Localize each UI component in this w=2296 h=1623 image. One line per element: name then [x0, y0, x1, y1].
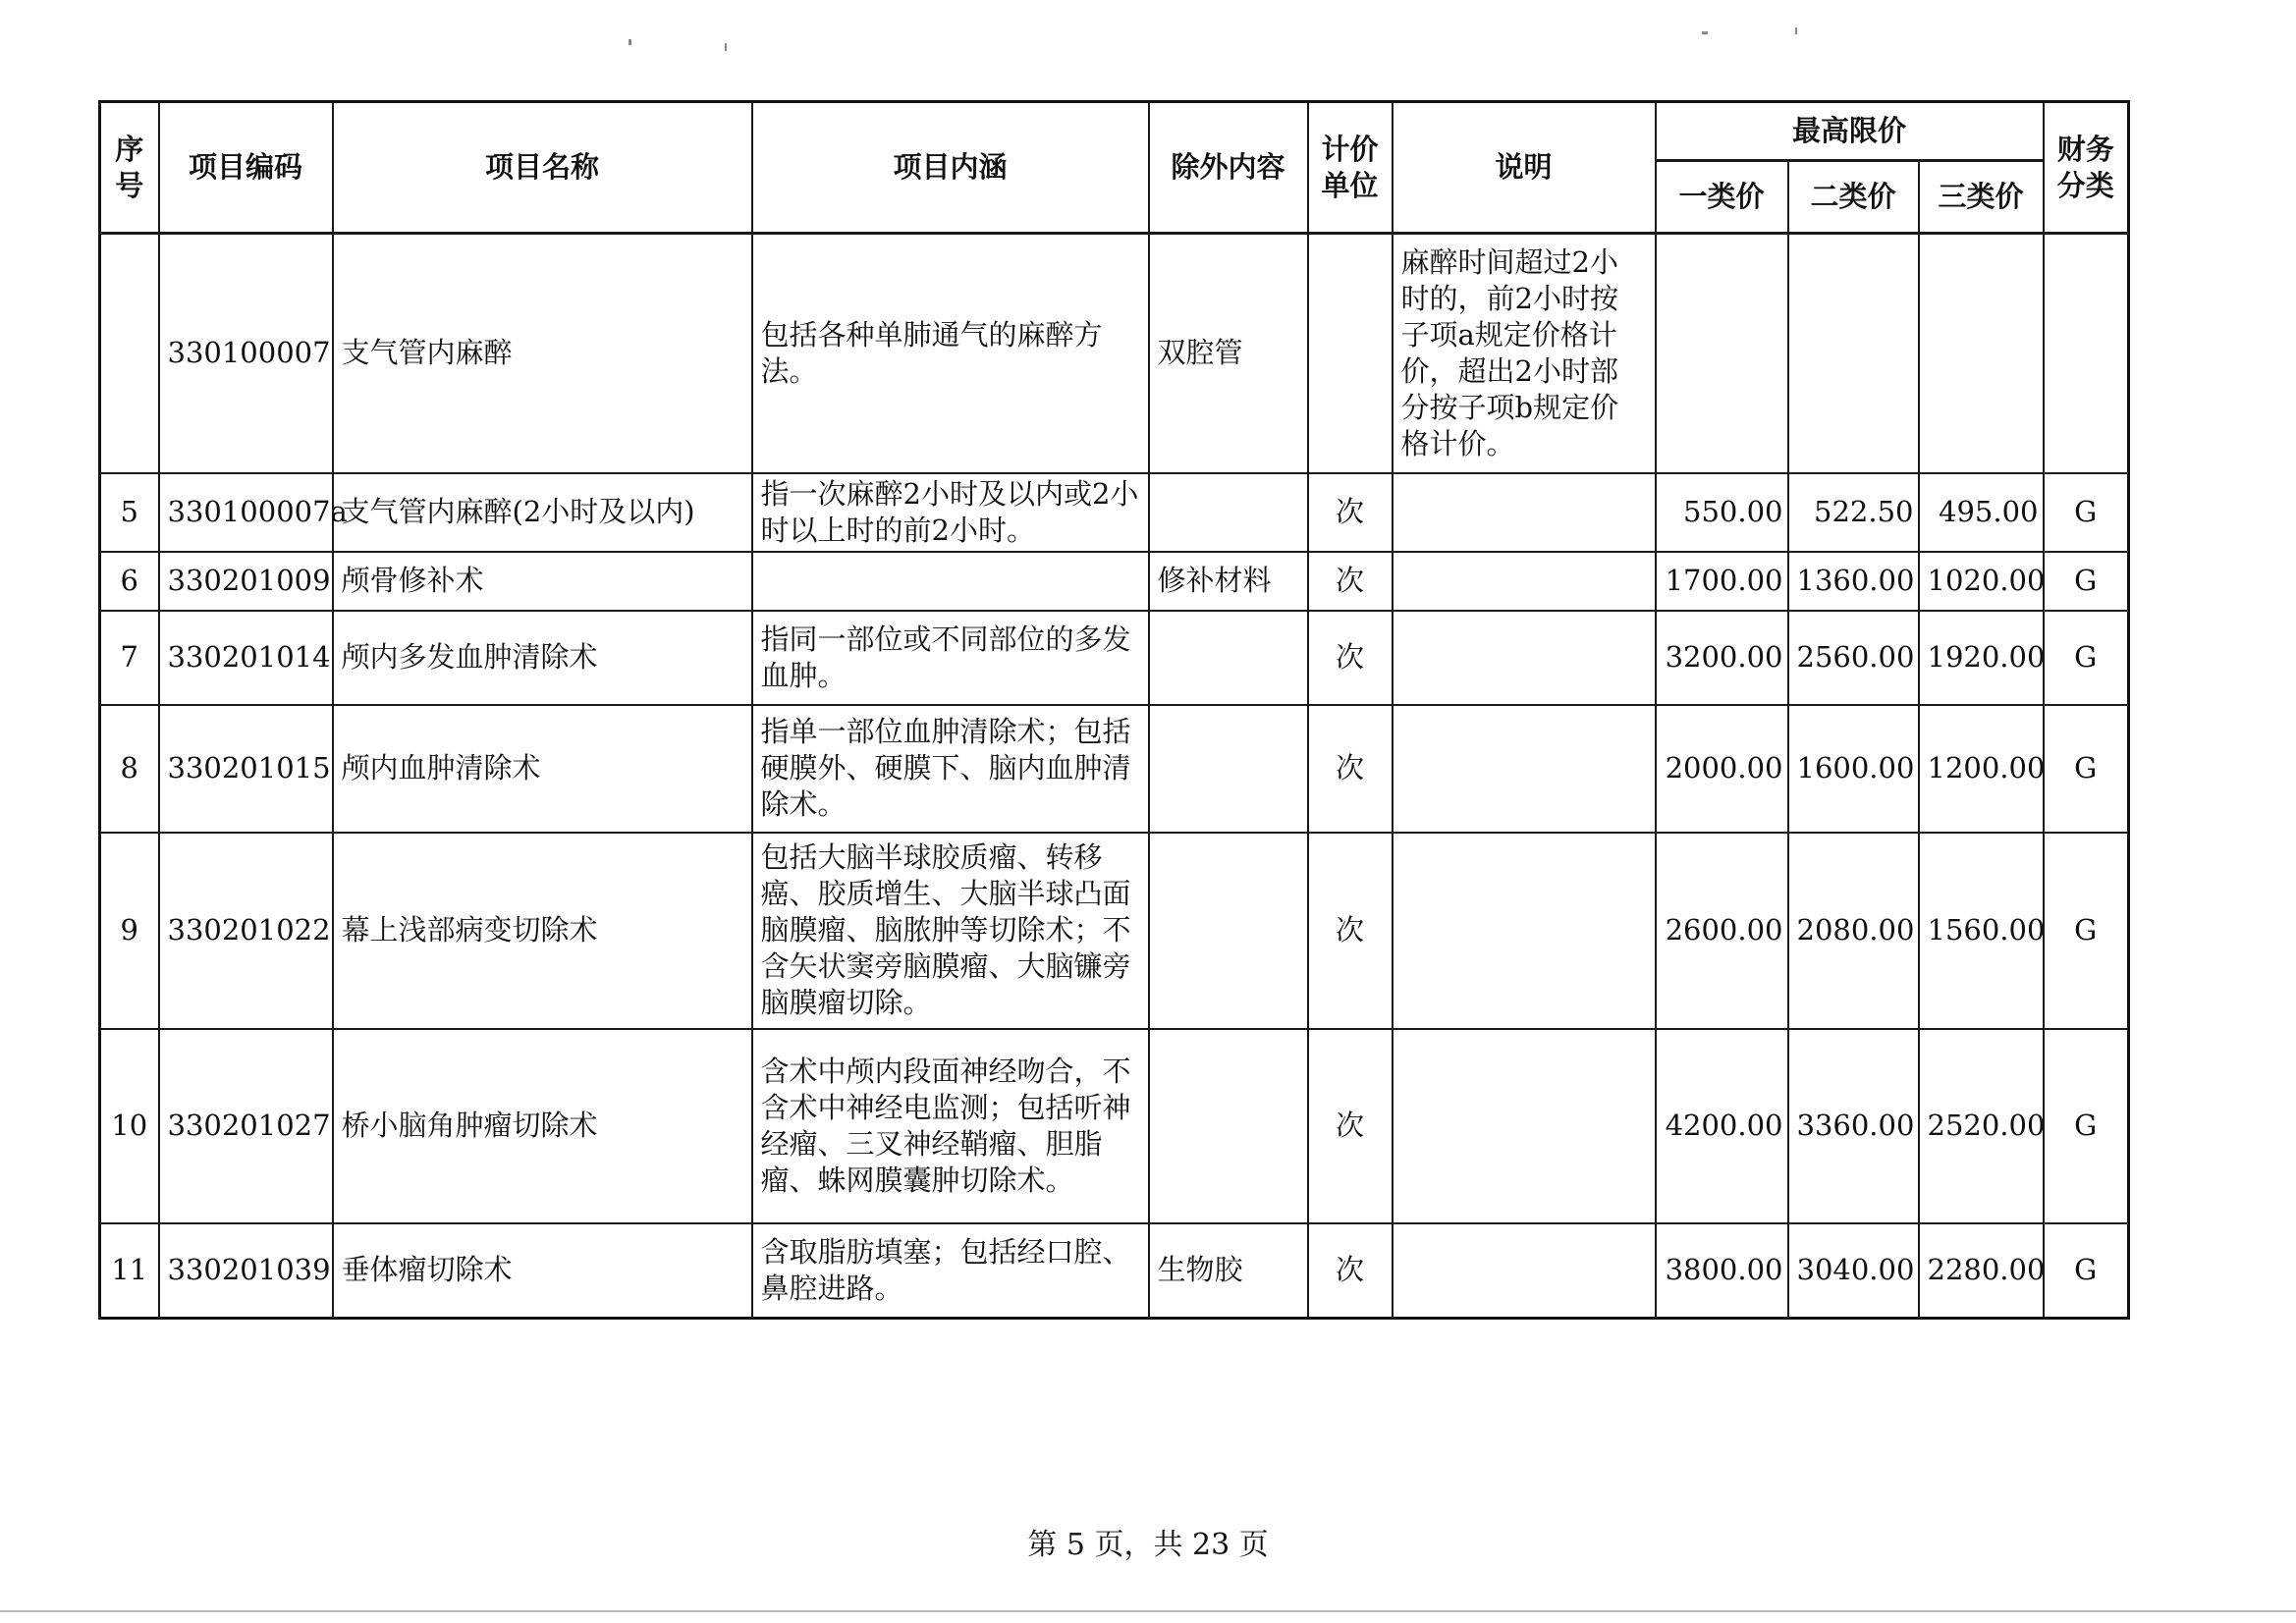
cell-code: 330201014: [159, 611, 333, 705]
cell-content: 包括各种单肺通气的麻醉方法。: [752, 234, 1149, 473]
cell-seq: [100, 234, 159, 473]
cell-unit: 次: [1308, 833, 1393, 1029]
cell-exclusion: [1149, 1029, 1308, 1223]
header-code: 项目编码: [159, 102, 333, 234]
scan-edge-line: [0, 1610, 2296, 1612]
cell-finance: G: [2044, 833, 2129, 1029]
cell-unit: 次: [1308, 705, 1393, 833]
cell-finance: G: [2044, 1029, 2129, 1223]
cell-price3: [1919, 234, 2044, 473]
cell-name: 幕上浅部病变切除术: [333, 833, 752, 1029]
cell-content: 含术中颅内段面神经吻合，不含术中神经电监测；包括听神经瘤、三叉神经鞘瘤、胆脂瘤、蛛网膜囊肿切除术。: [752, 1029, 1149, 1223]
scan-speck: [1702, 31, 1708, 34]
cell-name: 颅内血肿清除术: [333, 705, 752, 833]
header-price2: 二类价: [1788, 161, 1919, 234]
cell-name: 桥小脑角肿瘤切除术: [333, 1029, 752, 1223]
cell-code: 330201039: [159, 1223, 333, 1319]
cell-price1: 4200.00: [1656, 1029, 1788, 1223]
cell-unit: 次: [1308, 1029, 1393, 1223]
cell-content: 指同一部位或不同部位的多发血肿。: [752, 611, 1149, 705]
header-exclusion: 除外内容: [1149, 102, 1308, 234]
cell-unit: 次: [1308, 1223, 1393, 1319]
cell-content: 指单一部位血肿清除术；包括硬膜外、硬膜下、脑内血肿清除术。: [752, 705, 1149, 833]
cell-note: [1393, 705, 1656, 833]
scan-speck: [725, 43, 727, 51]
cell-name: 颅内多发血肿清除术: [333, 611, 752, 705]
cell-price2: 2080.00: [1788, 833, 1919, 1029]
cell-seq: 5: [100, 473, 159, 552]
cell-price2: 3040.00: [1788, 1223, 1919, 1319]
cell-exclusion: [1149, 473, 1308, 552]
table-body: [100, 234, 2129, 1319]
cell-price3: 2280.00: [1919, 1223, 2044, 1319]
cell-unit: 次: [1308, 552, 1393, 611]
cell-finance: G: [2044, 611, 2129, 705]
cell-price1: [1656, 234, 1788, 473]
table-row: [100, 552, 2129, 611]
cell-note: [1393, 1223, 1656, 1319]
header-name: 项目名称: [333, 102, 752, 234]
table-row: [100, 1223, 2129, 1319]
cell-seq: 7: [100, 611, 159, 705]
cell-price3: 1560.00: [1919, 833, 2044, 1029]
cell-price3: 1920.00: [1919, 611, 2044, 705]
cell-content: 指一次麻醉2小时及以内或2小时以上时的前2小时。: [752, 473, 1149, 552]
cell-note: [1393, 611, 1656, 705]
header-unit: 计价单位: [1308, 102, 1393, 234]
cell-unit: [1308, 234, 1393, 473]
cell-code: 330100007a: [159, 473, 333, 552]
table-row: [100, 833, 2129, 1029]
cell-exclusion: [1149, 705, 1308, 833]
cell-price2: 1360.00: [1788, 552, 1919, 611]
cell-exclusion: 修补材料: [1149, 552, 1308, 611]
header-finance: 财务分类: [2044, 102, 2129, 234]
cell-note: [1393, 833, 1656, 1029]
cell-finance: [2044, 234, 2129, 473]
cell-price2: 522.50: [1788, 473, 1919, 552]
cell-price3: 1020.00: [1919, 552, 2044, 611]
cell-code: 330201009: [159, 552, 333, 611]
cell-note: [1393, 473, 1656, 552]
cell-seq: 9: [100, 833, 159, 1029]
cell-finance: G: [2044, 705, 2129, 833]
header-note: 说明: [1393, 102, 1656, 234]
cell-price1: 550.00: [1656, 473, 1788, 552]
cell-content: 含取脂肪填塞；包括经口腔、鼻腔进路。: [752, 1223, 1149, 1319]
cell-unit: 次: [1308, 473, 1393, 552]
cell-code: 330201027: [159, 1029, 333, 1223]
table-row: [100, 234, 2129, 473]
cell-seq: 8: [100, 705, 159, 833]
cell-note: [1393, 1029, 1656, 1223]
table-row: [100, 473, 2129, 552]
cell-price2: 2560.00: [1788, 611, 1919, 705]
cell-exclusion: [1149, 611, 1308, 705]
header-row: [100, 102, 2129, 161]
cell-finance: G: [2044, 473, 2129, 552]
cell-code: 330201022: [159, 833, 333, 1029]
cell-price2: 3360.00: [1788, 1029, 1919, 1223]
cell-price3: 495.00: [1919, 473, 2044, 552]
cell-price1: 3200.00: [1656, 611, 1788, 705]
cell-price1: 2600.00: [1656, 833, 1788, 1029]
scan-speck: [1795, 27, 1797, 34]
cell-price2: 1600.00: [1788, 705, 1919, 833]
cell-exclusion: 生物胶: [1149, 1223, 1308, 1319]
cell-note: [1393, 552, 1656, 611]
cell-seq: 11: [100, 1223, 159, 1319]
cell-name: 颅骨修补术: [333, 552, 752, 611]
cell-code: 330100007: [159, 234, 333, 473]
scan-speck: [629, 39, 631, 45]
cell-name: 垂体瘤切除术: [333, 1223, 752, 1319]
cell-code: 330201015: [159, 705, 333, 833]
table-row: [100, 1029, 2129, 1223]
header-content: 项目内涵: [752, 102, 1149, 234]
cell-price3: 2520.00: [1919, 1029, 2044, 1223]
cell-content: 包括大脑半球胶质瘤、转移癌、胶质增生、大脑半球凸面脑膜瘤、脑脓肿等切除术；不含矢状窦旁脑膜瘤、大脑镰旁脑膜瘤切除。: [752, 833, 1149, 1029]
cell-finance: G: [2044, 1223, 2129, 1319]
cell-exclusion: [1149, 833, 1308, 1029]
table-row: [100, 611, 2129, 705]
page-number: 第 5 页，共 23 页: [1027, 1528, 1269, 1562]
cell-price3: 1200.00: [1919, 705, 2044, 833]
cell-unit: 次: [1308, 611, 1393, 705]
table-row: [100, 705, 2129, 833]
cell-seq: 10: [100, 1029, 159, 1223]
header-price3: 三类价: [1919, 161, 2044, 234]
cell-exclusion: 双腔管: [1149, 234, 1308, 473]
header-max-price: 最高限价: [1656, 102, 2044, 161]
cell-name: 支气管内麻醉(2小时及以内): [333, 473, 752, 552]
cell-price2: [1788, 234, 1919, 473]
cell-seq: 6: [100, 552, 159, 611]
header-price1: 一类价: [1656, 161, 1788, 234]
cell-note: 麻醉时间超过2小时的，前2小时按子项a规定价格计价，超出2小时部分按子项b规定价格计价。: [1393, 234, 1656, 473]
header-seq: 序号: [100, 102, 159, 234]
cell-price1: 2000.00: [1656, 705, 1788, 833]
price-table: [98, 100, 2130, 1320]
cell-finance: G: [2044, 552, 2129, 611]
cell-price1: 1700.00: [1656, 552, 1788, 611]
cell-price1: 3800.00: [1656, 1223, 1788, 1319]
cell-content: [752, 552, 1149, 611]
cell-name: 支气管内麻醉: [333, 234, 752, 473]
